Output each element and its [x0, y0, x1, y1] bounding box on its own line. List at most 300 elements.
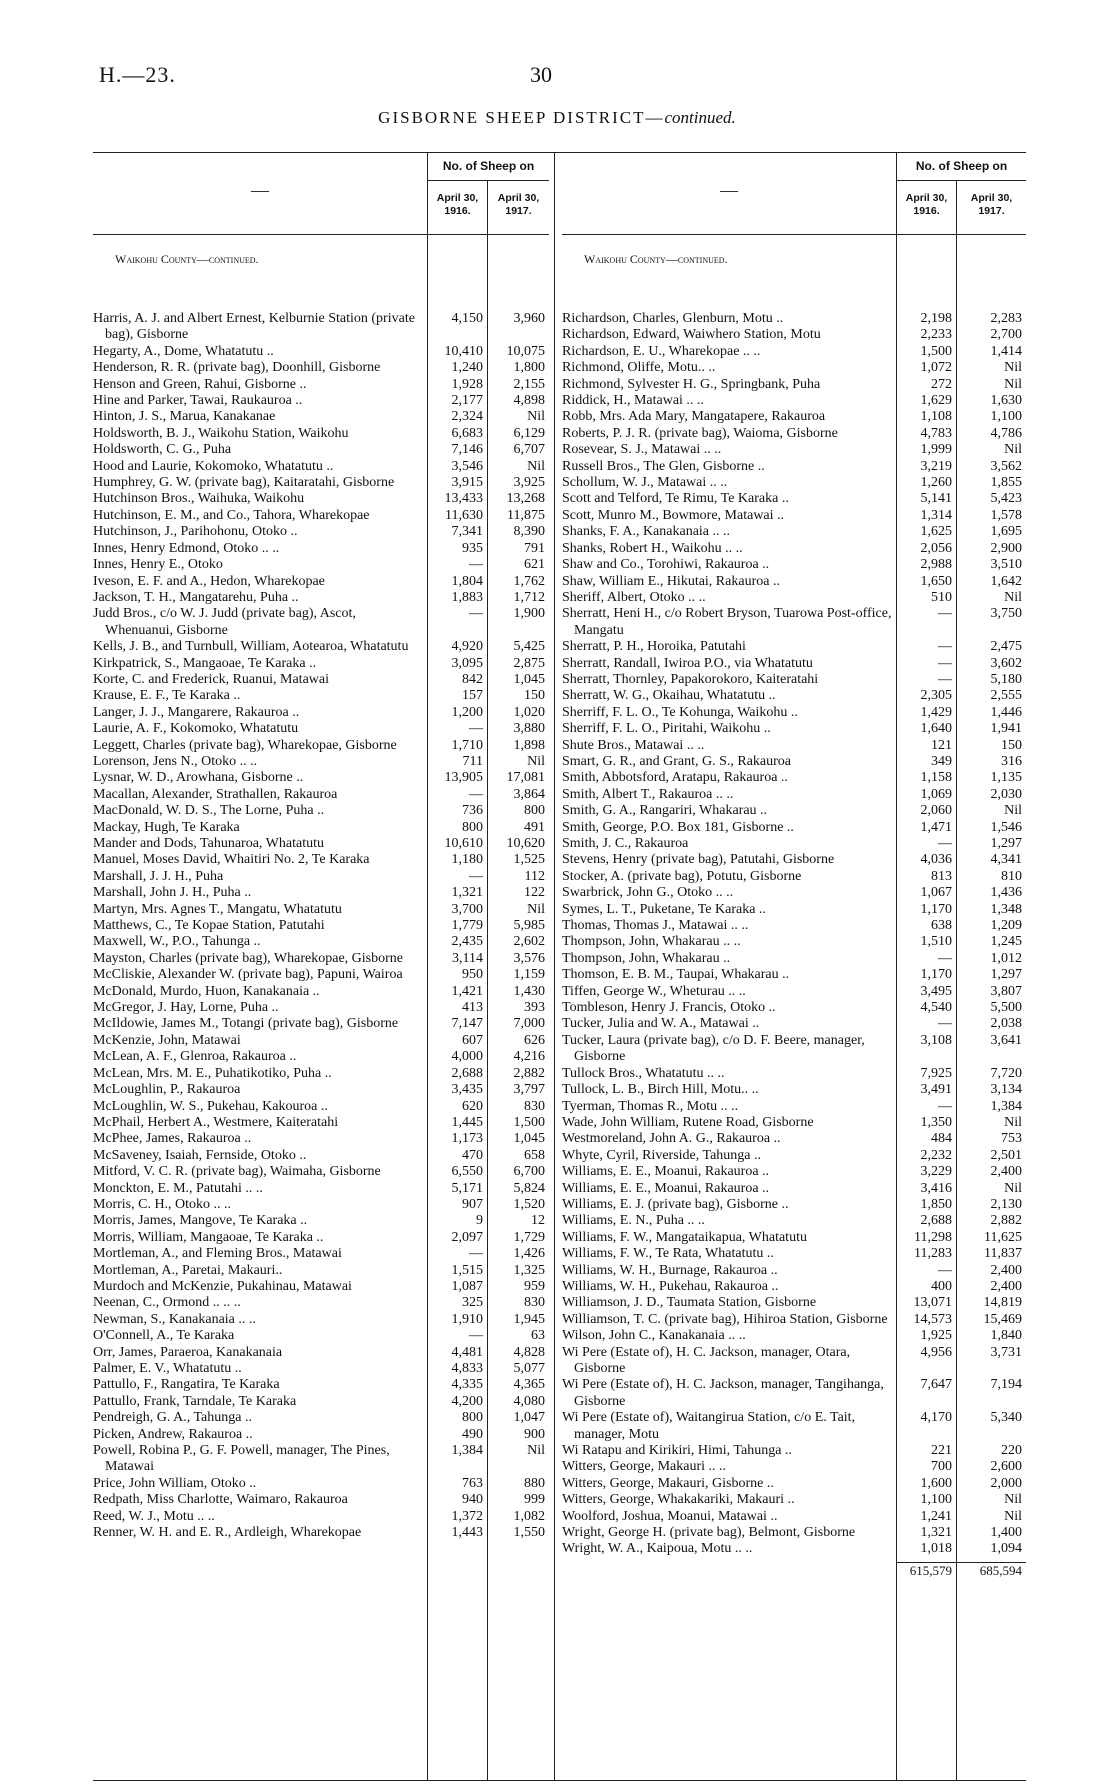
sheep-1917: 2,600: [990, 1459, 1022, 1475]
sheep-1917: 1,384: [990, 1098, 1022, 1114]
owner-name: Henson and Green, Rahui, Gisborne ..: [93, 376, 307, 392]
sheep-1916: 800: [462, 819, 483, 835]
sheep-1917: 2,400: [990, 1278, 1022, 1294]
sheep-1917: 1,525: [513, 852, 545, 868]
sheep-1916: 1,314: [920, 507, 952, 523]
sheep-1916: 2,232: [920, 1147, 952, 1163]
sheep-1917: 2,283: [990, 311, 1022, 326]
table-row: [93, 1492, 549, 1508]
table-row: [93, 1312, 549, 1328]
owner-name: Mackay, Hugh, Te Karaka: [93, 819, 240, 835]
owner-name: Wi Pere (Estate of), Waitangirua Station, c/o E. Tait, manager, Motu: [562, 1410, 856, 1442]
table-row: [93, 1443, 549, 1476]
sheep-1916: 2,435: [451, 934, 483, 950]
sheep-1917: 1,348: [990, 901, 1022, 917]
table-row: [562, 606, 1026, 639]
sheep-1916: 4,956: [920, 1344, 952, 1360]
left-table-body: [93, 235, 549, 1541]
county-heading: Waikohu County—continued.: [584, 252, 728, 266]
owner-name: Sherratt, Heni H., c/o Robert Bryson, Tuarowa Post-office, Mangatu: [562, 606, 892, 638]
sheep-1917: Nil: [1004, 589, 1022, 605]
sheep-1917: 3,880: [513, 721, 545, 737]
sheep-1917: Nil: [527, 901, 545, 917]
table-row: [93, 1131, 549, 1147]
table-row: [562, 1525, 1026, 1541]
sheep-1916: 1,372: [451, 1508, 483, 1524]
sheep-1917: 830: [524, 1098, 545, 1114]
sheep-1916: 1,200: [451, 704, 483, 720]
page-reference: H.—23.: [99, 62, 176, 87]
sheep-1916: 1,170: [920, 901, 952, 917]
sheep-1917: 1,430: [513, 983, 545, 999]
sheep-1917: 1,446: [990, 704, 1022, 720]
owner-name: Witters, George, Makauri .. ..: [562, 1459, 727, 1475]
sheep-1917: 5,425: [513, 639, 545, 655]
owner-name: Richmond, Oliffe, Motu.. ..: [562, 360, 716, 376]
year1-heading: April 30, 1916.: [896, 180, 956, 234]
sheep-1917: 1,209: [990, 918, 1022, 934]
sheep-1916: 4,540: [920, 1000, 952, 1016]
sheep-1916: 1,640: [920, 721, 952, 737]
sheep-1917: Nil: [527, 458, 545, 474]
sheep-1917: 1,695: [990, 524, 1022, 540]
sheep-1916: 3,229: [920, 1164, 952, 1180]
sheep-1917: Nil: [1004, 1114, 1022, 1130]
sheep-1916: 1,443: [451, 1525, 483, 1541]
table-row: [562, 541, 1026, 557]
sheep-1917: 13,268: [506, 491, 545, 507]
column-separator: [554, 152, 555, 1780]
sheep-1917: 1,094: [990, 1541, 1022, 1557]
table-row: [93, 820, 549, 836]
table-row: [93, 344, 549, 360]
sheep-1916: 1,925: [920, 1328, 952, 1344]
table-row: [562, 377, 1026, 393]
sheep-1916: 13,433: [444, 491, 483, 507]
sheep-1916: 1,471: [920, 819, 952, 835]
owner-name: Roberts, P. J. R. (private bag), Waioma, Gisborne: [562, 425, 838, 441]
right-table-header: [562, 152, 1026, 235]
table-row: [562, 1066, 1026, 1082]
sheep-1916: 2,988: [920, 557, 952, 573]
sheep-1917: 4,341: [990, 852, 1022, 868]
table-row: [562, 984, 1026, 1000]
sheep-1917: 1,135: [990, 770, 1022, 786]
sheep-1916: 3,491: [920, 1082, 952, 1098]
sheep-1917: 2,400: [990, 1164, 1022, 1180]
owner-name: Richardson, E. U., Wharekopae .. ..: [562, 343, 761, 359]
table-row: [93, 606, 549, 639]
owner-name: Richardson, Edward, Waiwhero Station, Motu: [562, 327, 821, 343]
owner-name: Scott and Telford, Te Rimu, Te Karaka ..: [562, 491, 789, 507]
sheep-1916: —: [469, 1328, 483, 1344]
sheep-1917: 4,898: [513, 393, 545, 409]
table-row: [93, 557, 549, 573]
sheep-1916: 7,147: [451, 1016, 483, 1032]
owner-name: Judd Bros., c/o W. J. Judd (private bag), Ascot, Whenuanui, Gisborne: [93, 606, 356, 638]
table-row: [562, 1213, 1026, 1229]
table-row: [93, 918, 549, 934]
owner-name: Wi Pere (Estate of), H. C. Jackson, manager, Otara, Gisborne: [562, 1344, 851, 1376]
sheep-1916: —: [938, 639, 952, 655]
table-row: [562, 459, 1026, 475]
table-row: [562, 1377, 1026, 1410]
sheep-1916: 1,779: [451, 918, 483, 934]
table-row: [562, 836, 1026, 852]
sheep-1916: 1,515: [451, 1262, 483, 1278]
owner-name: Macallan, Alexander, Strathallen, Rakauroa: [93, 786, 338, 802]
sheep-1917: 3,731: [990, 1344, 1022, 1360]
sheep-1917: 1,325: [513, 1262, 545, 1278]
sheep-1917: 150: [524, 688, 545, 704]
sheep-1917: 220: [1001, 1443, 1022, 1459]
table-row: [93, 475, 549, 491]
sheep-1916: —: [469, 786, 483, 802]
sheep-1917: 491: [524, 819, 545, 835]
sheep-1917: 2,602: [513, 934, 545, 950]
owner-name: Williams, F. W., Te Rata, Whatatutu ..: [562, 1246, 774, 1262]
sheep-1917: 658: [524, 1147, 545, 1163]
table-row: [562, 1509, 1026, 1525]
sheep-1917: 2,475: [990, 639, 1022, 655]
sheep-1917: 63: [531, 1328, 545, 1344]
table-row: [562, 491, 1026, 507]
table-row: [562, 918, 1026, 934]
sheep-1916: 1,600: [920, 1475, 952, 1491]
owner-name: Westmoreland, John A. G., Rakauroa ..: [562, 1131, 781, 1147]
sheep-1916: 1,510: [920, 934, 952, 950]
table-row: [93, 934, 549, 950]
sheep-1917: 7,720: [990, 1065, 1022, 1081]
owner-name: Iveson, E. F. and A., Hedon, Wharekopae: [93, 573, 325, 589]
sheep-1917: 2,900: [990, 540, 1022, 556]
table-row: [93, 1033, 549, 1049]
table-row: [562, 1459, 1026, 1475]
owner-name: Krause, E. F., Te Karaka ..: [93, 688, 241, 704]
owner-name: Lysnar, W. D., Arowhana, Gisborne ..: [93, 770, 304, 786]
table-row: [93, 1410, 549, 1426]
owner-name: McIldowie, James M., Totangi (private bag), Gisborne: [93, 1016, 399, 1032]
sheep-1917: 1,546: [990, 819, 1022, 835]
sheep-1916: 4,036: [920, 852, 952, 868]
sheep-1917: 791: [524, 540, 545, 556]
sheep-1917: 4,828: [513, 1344, 545, 1360]
owner-name: Laurie, A. F., Kokomoko, Whatatutu: [93, 721, 299, 737]
sheep-1917: 5,423: [990, 491, 1022, 507]
table-row: [93, 426, 549, 442]
sheep-1917: 4,080: [513, 1393, 545, 1409]
sheep-1916: 4,000: [451, 1049, 483, 1065]
owner-name: MacDonald, W. D. S., The Lorne, Puha ..: [93, 803, 325, 819]
sheep-1916: 1,067: [920, 885, 952, 901]
sheep-1917: 6,707: [513, 442, 545, 458]
sheep-1917: 1,297: [990, 967, 1022, 983]
owner-name: Williams, E. E., Moanui, Rakauroa ..: [562, 1164, 770, 1180]
county-heading: Waikohu County—continued.: [115, 252, 259, 266]
owner-name: Tyerman, Thomas R., Motu .. ..: [562, 1098, 739, 1114]
sheep-1917: 3,925: [513, 475, 545, 491]
table-row: [93, 705, 549, 721]
table-row: [93, 738, 549, 754]
table-row: [562, 787, 1026, 803]
table-row: [562, 1295, 1026, 1311]
name-column-heading: —: [251, 180, 269, 200]
sheep-1917: 122: [524, 885, 545, 901]
sheep-1916: 2,324: [451, 409, 483, 425]
owner-name: Jackson, T. H., Mangatarehu, Puha ..: [93, 589, 299, 605]
sheep-1917: 5,985: [513, 918, 545, 934]
sheep-1916: —: [469, 606, 483, 622]
sheep-1917: 12: [531, 1213, 545, 1229]
owner-name: Leggett, Charles (private bag), Wharekopae, Gisborne: [93, 737, 397, 753]
sheep-1917: 1,045: [513, 1131, 545, 1147]
sheep-1916: 1,625: [920, 524, 952, 540]
table-row: [562, 885, 1026, 901]
sheep-1917: 1,855: [990, 475, 1022, 491]
sheep-1916: —: [938, 950, 952, 966]
owner-name: Korte, C. and Frederick, Ruanui, Matawai: [93, 671, 329, 687]
owner-name: Richardson, Charles, Glenburn, Motu ..: [562, 311, 784, 326]
owner-name: Picken, Andrew, Rakauroa ..: [93, 1426, 253, 1442]
table-row: [562, 1345, 1026, 1378]
table-row: [562, 574, 1026, 590]
sheep-1917: 4,786: [990, 425, 1022, 441]
sheep-1917: 3,134: [990, 1082, 1022, 1098]
sheep-1917: 3,960: [513, 311, 545, 326]
sheep-1917: 4,216: [513, 1049, 545, 1065]
sheep-1916: 13,905: [444, 770, 483, 786]
owner-name: O'Connell, A., Te Karaka: [93, 1328, 235, 1344]
owner-name: Smith, Albert T., Rakauroa .. ..: [562, 786, 734, 802]
owner-name: Marshall, John J. H., Puha ..: [93, 885, 252, 901]
table-row: [93, 1115, 549, 1131]
owner-name: Reed, W. J., Motu .. ..: [93, 1508, 215, 1524]
owner-name: Shaw, William E., Hikutai, Rakauroa ..: [562, 573, 780, 589]
owner-name: Shute Bros., Matawai .. ..: [562, 737, 705, 753]
owner-name: Hutchinson, E. M., and Co., Tahora, Wharekopae: [93, 507, 370, 523]
sheep-1917: 11,837: [984, 1246, 1022, 1262]
table-row: [562, 705, 1026, 721]
sheep-1916: 4,200: [451, 1393, 483, 1409]
sheep-1917: 1,945: [513, 1311, 545, 1327]
sheep-1916: 3,095: [451, 655, 483, 671]
owner-name: Williamson, J. D., Taumata Station, Gisborne: [562, 1295, 817, 1311]
table-row: [93, 393, 549, 409]
sheep-1916: 607: [462, 1032, 483, 1048]
sheep-heading: No. of Sheep on: [427, 152, 549, 181]
table-row: [93, 524, 549, 540]
sheep-1916: 3,416: [920, 1180, 952, 1196]
sheep-1917: 3,576: [513, 950, 545, 966]
sheep-1917: 5,340: [990, 1410, 1022, 1426]
owner-name: Schollum, W. J., Matawai .. ..: [562, 475, 728, 491]
owner-name: Redpath, Miss Charlotte, Waimaro, Rakauroa: [93, 1492, 348, 1508]
table-row: [562, 1263, 1026, 1279]
sheep-1916: 1,629: [920, 393, 952, 409]
sheep-1917: 2,000: [990, 1475, 1022, 1491]
sheep-1916: 510: [931, 589, 952, 605]
owner-name: Innes, Henry E., Otoko: [93, 557, 223, 573]
owner-name: Murdoch and McKenzie, Pukahinau, Matawai: [93, 1278, 352, 1294]
owner-name: Manuel, Moses David, Whaitiri No. 2, Te Karaka: [93, 852, 370, 868]
sheep-1916: —: [938, 606, 952, 622]
table-row: [562, 1131, 1026, 1147]
sheep-1917: 6,129: [513, 425, 545, 441]
table-row: [93, 1525, 549, 1541]
owner-name: Pendreigh, G. A., Tahunga ..: [93, 1410, 252, 1426]
sheep-1916: 490: [462, 1426, 483, 1442]
sheep-1917: 999: [524, 1492, 545, 1508]
table-row: [93, 491, 549, 507]
table-row: [562, 475, 1026, 491]
sheep-1917: 10,075: [506, 343, 545, 359]
owner-name: Stevens, Henry (private bag), Patutahi, Gisborne: [562, 852, 835, 868]
table-row: [93, 984, 549, 1000]
sheep-1917: 5,500: [990, 1000, 1022, 1016]
sheep-1917: 1,762: [513, 573, 545, 589]
table-row: [93, 770, 549, 786]
table-row: [93, 1427, 549, 1443]
sheep-1917: 2,038: [990, 1016, 1022, 1032]
sheep-1916: 4,335: [451, 1377, 483, 1393]
table-row: [93, 1164, 549, 1180]
sheep-1917: 5,824: [513, 1180, 545, 1196]
sheep-1917: 1,900: [513, 606, 545, 622]
table-row: [562, 754, 1026, 770]
table-row: [562, 1016, 1026, 1032]
sheep-1916: 1,928: [451, 376, 483, 392]
table-row: [562, 1230, 1026, 1246]
table-row: [93, 639, 549, 655]
sheep-1917: 2,155: [513, 376, 545, 392]
table-row: [562, 672, 1026, 688]
sheep-1916: 1,069: [920, 786, 952, 802]
sheep-1916: 1,384: [451, 1443, 483, 1459]
owner-name: Mitford, V. C. R. (private bag), Waimaha, Gisborne: [93, 1164, 381, 1180]
sheep-1917: 1,414: [990, 343, 1022, 359]
sheep-1917: 5,180: [990, 671, 1022, 687]
table-row: [562, 721, 1026, 737]
table-row: [93, 1197, 549, 1213]
sheep-1917: 10,620: [506, 836, 545, 851]
sheep-1916: 3,700: [451, 901, 483, 917]
table-row: [562, 639, 1026, 655]
sheep-1916: 3,219: [920, 458, 952, 474]
owner-name: Hegarty, A., Dome, Whatatutu ..: [93, 343, 274, 359]
owner-name: Robb, Mrs. Ada Mary, Mangatapere, Rakauroa: [562, 409, 826, 425]
owner-name: McKenzie, John, Matawai: [93, 1032, 241, 1048]
owner-name: Tucker, Julia and W. A., Matawai ..: [562, 1016, 760, 1032]
owner-name: Kirkpatrick, S., Mangaoae, Te Karaka ..: [93, 655, 317, 671]
sheep-1916: —: [938, 836, 952, 851]
sheep-1916: 400: [931, 1278, 952, 1294]
sheep-1916: 1,240: [451, 360, 483, 376]
owner-name: Thomson, E. B. M., Taupai, Whakarau ..: [562, 967, 790, 983]
table-row: [562, 311, 1026, 327]
sheep-1916: 1,350: [920, 1114, 952, 1130]
sheep-1916: —: [469, 557, 483, 573]
sheep-1916: 842: [462, 671, 483, 687]
sheep-1917: 2,501: [990, 1147, 1022, 1163]
sheep-1916: 1,158: [920, 770, 952, 786]
table-row: [562, 327, 1026, 343]
table-row: [562, 803, 1026, 819]
sheep-1916: 5,141: [920, 491, 952, 507]
owner-name: Humphrey, G. W. (private bag), Kaitaratahi, Gisborne: [93, 475, 395, 491]
table-row: [93, 1246, 549, 1262]
owner-name: Maxwell, W., P.O., Tahunga ..: [93, 934, 261, 950]
owner-name: Sheriff, Albert, Otoko .. ..: [562, 589, 706, 605]
sheep-1916: 3,495: [920, 983, 952, 999]
table-row: [93, 787, 549, 803]
sheep-1916: 6,683: [451, 425, 483, 441]
sheep-1917: Nil: [1004, 442, 1022, 458]
owner-name: Mayston, Charles (private bag), Wharekopae, Gisborne: [93, 950, 403, 966]
owner-name: Williams, E. N., Puha .. ..: [562, 1213, 705, 1229]
owner-name: Tullock, L. B., Birch Hill, Motu.. ..: [562, 1082, 759, 1098]
sheep-1916: 484: [931, 1131, 952, 1147]
page-number: 30: [530, 62, 552, 87]
owner-name: Williams, W. H., Pukehau, Rakauroa ..: [562, 1278, 779, 1294]
sheep-1916: 1,180: [451, 852, 483, 868]
owner-name: Wade, John William, Rutene Road, Gisborne: [562, 1114, 814, 1130]
total-1917: 685,594: [979, 1563, 1022, 1578]
table-row: [562, 590, 1026, 606]
sheep-1917: 1,630: [990, 393, 1022, 409]
table-row: [562, 1476, 1026, 1492]
sheep-1916: 7,341: [451, 524, 483, 540]
owner-name: Morris, James, Mangove, Te Karaka ..: [93, 1213, 308, 1229]
owner-name: Tucker, Laura (private bag), c/o D. F. Beere, manager, Gisborne: [562, 1032, 865, 1065]
owner-name: Sherratt, W. G., Okaihau, Whatatutu ..: [562, 688, 776, 704]
table-row: [562, 869, 1026, 885]
table-row: [93, 1016, 549, 1032]
name-column-heading: —: [720, 180, 738, 200]
left-column: [93, 152, 549, 1780]
table-row: [562, 1115, 1026, 1131]
sheep-1916: 1,170: [920, 967, 952, 983]
table-row: [93, 508, 549, 524]
sheep-1916: 1,710: [451, 737, 483, 753]
sheep-1916: 1,321: [920, 1525, 952, 1541]
owner-name: Williams, W. H., Burnage, Rakauroa ..: [562, 1262, 778, 1278]
owner-name: Williams, F. W., Mangataikapua, Whatatutu: [562, 1229, 807, 1245]
sheep-1917: 1,712: [513, 589, 545, 605]
sheep-1917: 17,081: [506, 770, 545, 786]
table-row: [562, 508, 1026, 524]
table-row: [562, 1000, 1026, 1016]
sheep-1916: 11,298: [914, 1229, 952, 1245]
sheep-1917: 753: [1001, 1131, 1022, 1147]
totals-row: [896, 1562, 1026, 1579]
sheep-1917: 1,159: [513, 967, 545, 983]
sheep-1917: Nil: [527, 1443, 545, 1459]
sheep-1916: 4,783: [920, 425, 952, 441]
sheep-1916: 413: [462, 1000, 483, 1016]
owner-name: McLoughlin, P., Rakauroa: [93, 1082, 241, 1098]
owner-name: Henderson, R. R. (private bag), Doonhill, Gisborne: [93, 360, 381, 376]
sheep-1917: 2,875: [513, 655, 545, 671]
owner-name: Smith, J. C., Rakauroa: [562, 836, 689, 851]
sheep-1917: 1,898: [513, 737, 545, 753]
sheep-1916: 950: [462, 967, 483, 983]
owner-name: Lorenson, Jens N., Otoko .. ..: [93, 753, 258, 769]
sheep-1917: 3,750: [990, 606, 1022, 622]
sheep-1916: 1,421: [451, 983, 483, 999]
table-row: [93, 1099, 549, 1115]
owner-name: Witters, George, Whakakariki, Makauri ..: [562, 1492, 795, 1508]
sheep-1917: 3,641: [990, 1032, 1022, 1048]
